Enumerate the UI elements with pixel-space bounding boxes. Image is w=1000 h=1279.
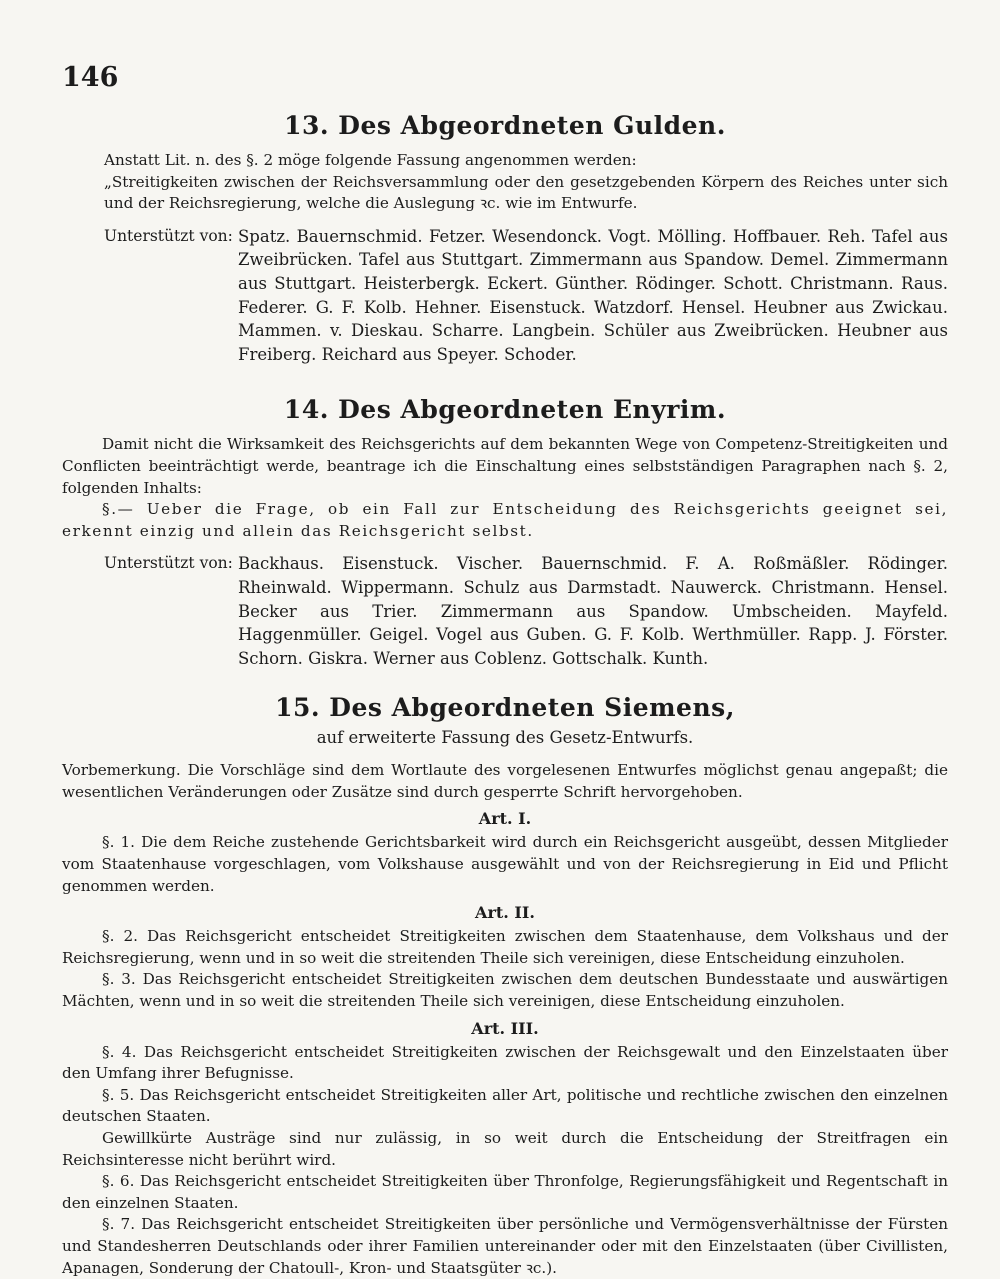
section-13-title: 13. Des Abgeordneten Gulden. — [284, 111, 726, 140]
section-14-title: 14. Des Abgeordneten Enyrim. — [283, 395, 727, 425]
section-13-supporters — [104, 225, 948, 367]
paragraph-5-note: Gewillkürte Austräge sind nur zulässig, in so weit durch die Entscheidung der Streitfragen ein Reichsinteresse nicht berührt wird. — [62, 1129, 948, 1169]
section-14-paragraph: §.— Ueber die Frage, ob ein Fall zur Entscheidung des Reichsgerichts geeignet sei, erkennt einzig und allein das Reichsgericht selbst. — [62, 500, 948, 540]
supported-label: Unterstützt von: — [104, 226, 233, 245]
paragraph-2: §. 2. Das Reichsgericht entscheidet Streitigkeiten zwischen dem Staatenhause, dem Volkshaus und der Reichsregierung, wenn und in so weit die streitenden Theile sich vereinigen, diese Entscheidung einzuholen. — [62, 927, 948, 967]
paragraph-1: §. 1. Die dem Reiche zustehende Gerichtsbarkeit wird durch ein Reichsgericht ausgeübt, dessen Mitglieder vom Staatenhause vorgeschlagen, vom Volkshause ausgewählt und von der Reichsregierung in Eid und Pflicht genommen werden. — [62, 833, 948, 895]
section-15-title: 15. Des Abgeordneten Siemens, — [275, 693, 735, 723]
section-14-intro: Damit nicht die Wirksamkeit des Reichsgerichts auf dem bekannten Wege von Competenz-Streitigkeiten und Conflicten beeinträchtigt werde, beantrage ich die Einschaltung eines selbstständigen Paragraphen nach §. 2, folgenden Inhalts: — [62, 435, 948, 497]
paragraph-4: §. 4. Das Reichsgericht entscheidet Streitigkeiten zwischen der Reichsgewalt und den Einzelstaaten über den Umfang ihrer Befugnisse. — [62, 1042, 948, 1083]
section-14-supporters — [104, 552, 948, 670]
section-13-text: „Streitigkeiten zwischen der Reichsversammlung oder den gesetzgebenden Körpern des Reiches unter sich und der Reichsregierung, welche die Auslegung ꝛc. wie im Entwurfe. — [104, 172, 948, 213]
paragraph-5: §. 5. Das Reichsgericht entscheidet Streitigkeiten aller Art, politische und rechtliche zwischen den einzelnen deutschen Staaten. — [62, 1085, 948, 1126]
supported-label: Unterstützt von: — [104, 554, 233, 573]
article-3-heading: Art. III. — [471, 1018, 539, 1038]
page-body — [62, 108, 948, 1279]
paragraph-7: §. 7. Das Reichsgericht entscheidet Streitigkeiten über persönliche und Vermögensverhältnisse der Fürsten und Standesherren Deutschlands oder ihrer Familien untereinander oder mit den Einzelstaaten (über Civillisten, Apanagen, Sonderung der Chatoull-, Kron- und Staatsgüter ꝛc.). — [62, 1215, 948, 1277]
article-1-heading: Art. I. — [478, 809, 532, 829]
paragraph-3: §. 3. Das Reichsgericht entscheidet Streitigkeiten zwischen dem deutschen Bundesstaate und auswärtigen Mächten, wenn und in so weit die streitenden Theile sich vereinigen, diese Entscheidung einzuholen. — [62, 970, 948, 1011]
section-14 — [62, 392, 948, 670]
page-number: 146 — [62, 62, 119, 93]
section-13 — [62, 108, 948, 366]
section-15 — [62, 690, 948, 1279]
paragraph-6: §. 6. Das Reichsgericht entscheidet Streitigkeiten über Thronfolge, Regierungsfähigkeit und Regentschaft in den einzelnen Staaten. — [62, 1172, 948, 1212]
section-15-subtitle: auf erweiterte Fassung des Gesetz-Entwurfs. — [316, 728, 694, 748]
section-13-intro: Anstatt Lit. n. des §. 2 möge folgende Fassung angenommen werden: — [104, 151, 637, 169]
preliminary-remark: Vorbemerkung. Die Vorschläge sind dem Wortlaute des vorgelesenen Entwurfes möglichst genau angepaßt; die wesentlichen Veränderungen oder Zusätze sind durch gesperrte Schrift hervorgehoben. — [62, 761, 948, 801]
article-2-heading: Art. II. — [475, 903, 535, 923]
supporter-names: Backhaus. Eisenstuck. Vischer. Bauernschmid. F. A. Roßmäßler. Rödinger. Rheinwald. Wippermann. Schulz aus Darmstadt. Nauwerck. Christmann. Hensel. Becker aus Trier. Zimmermann aus Spandow. Umbscheiden. Mayfeld. Haggenmüller. Geigel. Vogel aus Guben. G. F. Kolb. Werthmüller. Rapp. J. Förster. Schorn. Giskra. Werner aus Coblenz. Gottschalk. Kunth. — [238, 554, 948, 668]
supporter-names: Spatz. Bauernschmid. Fetzer. Wesendonck. Vogt. Mölling. Hoffbauer. Reh. Tafel aus Zweibrücken. Tafel aus Stuttgart. Zimmermann aus Spandow. Demel. Zimmermann aus Stuttgart. Heisterbergk. Eckert. Günther. Rödinger. Schott. Christmann. Raus. Federer. G. F. Kolb. Hehner. Eisenstuck. Watzdorf. Hensel. Heubner aus Zwickau. Mammen. v. Dieskau. Scharre. Langbein. Schüler aus Zweibrücken. Heubner aus Freiberg. Reichard aus Speyer. Schoder. — [238, 226, 948, 364]
